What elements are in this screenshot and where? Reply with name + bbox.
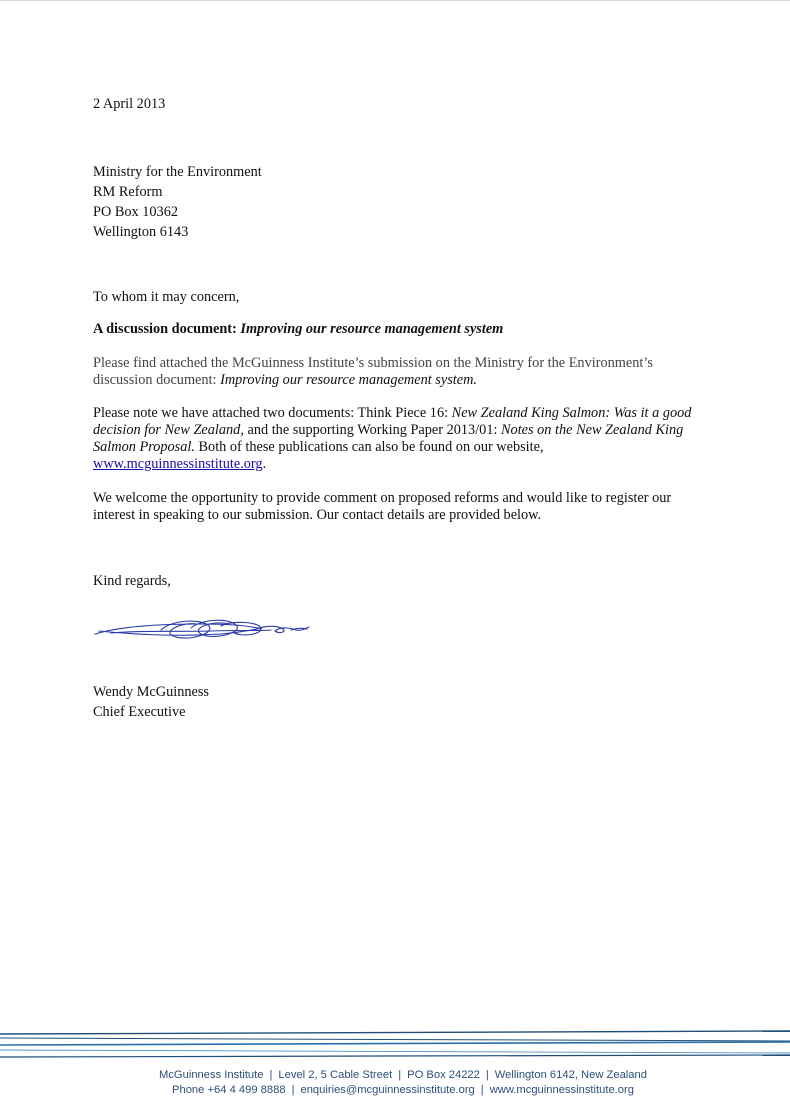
paragraph-attachment xyxy=(93,355,693,389)
signatory-name: Wendy McGuinness xyxy=(93,684,209,700)
signature-image xyxy=(91,612,321,648)
footer-city: Wellington 6142, New Zealand xyxy=(494,1069,647,1081)
footer-line-2 xyxy=(0,1083,790,1098)
footer-phone: Phone +64 4 499 8888 xyxy=(172,1084,286,1096)
paragraph-text: . xyxy=(262,456,267,472)
subject-prefix: A discussion document: xyxy=(93,321,241,337)
paragraph-welcome: We welcome the opportunity to provide comment on proposed reforms and would like to register our interest in speaking to our submission. Our contact details are provided below. xyxy=(93,490,672,523)
paragraph-italic: Improving our resource management system. xyxy=(220,372,477,388)
footer-separator: | xyxy=(398,1069,402,1081)
subject-title: Improving our resource management system xyxy=(240,321,504,337)
footer-decorative-lines xyxy=(0,1028,790,1062)
signatory xyxy=(93,682,209,722)
footer-pobox: PO Box 24222 xyxy=(407,1069,480,1081)
paragraph-documents xyxy=(93,405,693,473)
salutation: To whom it may concern, xyxy=(93,289,240,305)
recipient-line: Wellington 6143 xyxy=(93,224,189,240)
paragraph-text: Please note we have attached two documents: Think Piece 16: xyxy=(93,405,452,421)
footer-web[interactable]: www.mcguinnessinstitute.org xyxy=(489,1084,634,1096)
footer-separator: | xyxy=(485,1069,489,1081)
page-top-border xyxy=(0,0,790,1)
subject-heading xyxy=(93,321,503,338)
website-link[interactable]: www.mcguinnessinstitute.org xyxy=(93,456,263,472)
recipient-line: RM Reform xyxy=(93,184,163,200)
footer-org: McGuinness Institute xyxy=(159,1069,264,1081)
letter-date: 2 April 2013 xyxy=(93,96,166,112)
paragraph-text: , and the supporting Working Paper 2013/01: xyxy=(240,422,502,438)
footer-line-1 xyxy=(0,1068,790,1083)
recipient-line: PO Box 10362 xyxy=(93,204,178,220)
paragraph-italic: Notes on the New Zealand King Salmon Proposal. xyxy=(93,422,684,455)
signatory-title: Chief Executive xyxy=(93,704,186,720)
footer-street: Level 2, 5 Cable Street xyxy=(278,1069,393,1081)
footer-contact xyxy=(0,1068,790,1098)
footer-separator: | xyxy=(480,1084,484,1096)
paragraph-italic: New Zealand King Salmon: Was it a good decision for New Zealand xyxy=(93,405,692,438)
paragraph-text: Please find attached the McGuinness Institute’s submission on the Ministry for the Environment’s discussion document: xyxy=(93,355,653,388)
footer-separator: | xyxy=(291,1084,295,1096)
recipient-line: Ministry for the Environment xyxy=(93,164,262,180)
recipient-address xyxy=(93,162,262,242)
footer-email[interactable]: enquiries@mcguinnessinstitute.org xyxy=(300,1084,475,1096)
footer-separator: | xyxy=(269,1069,273,1081)
paragraph-text: Both of these publications can also be found on our website, xyxy=(194,439,544,455)
closing: Kind regards, xyxy=(93,573,171,589)
